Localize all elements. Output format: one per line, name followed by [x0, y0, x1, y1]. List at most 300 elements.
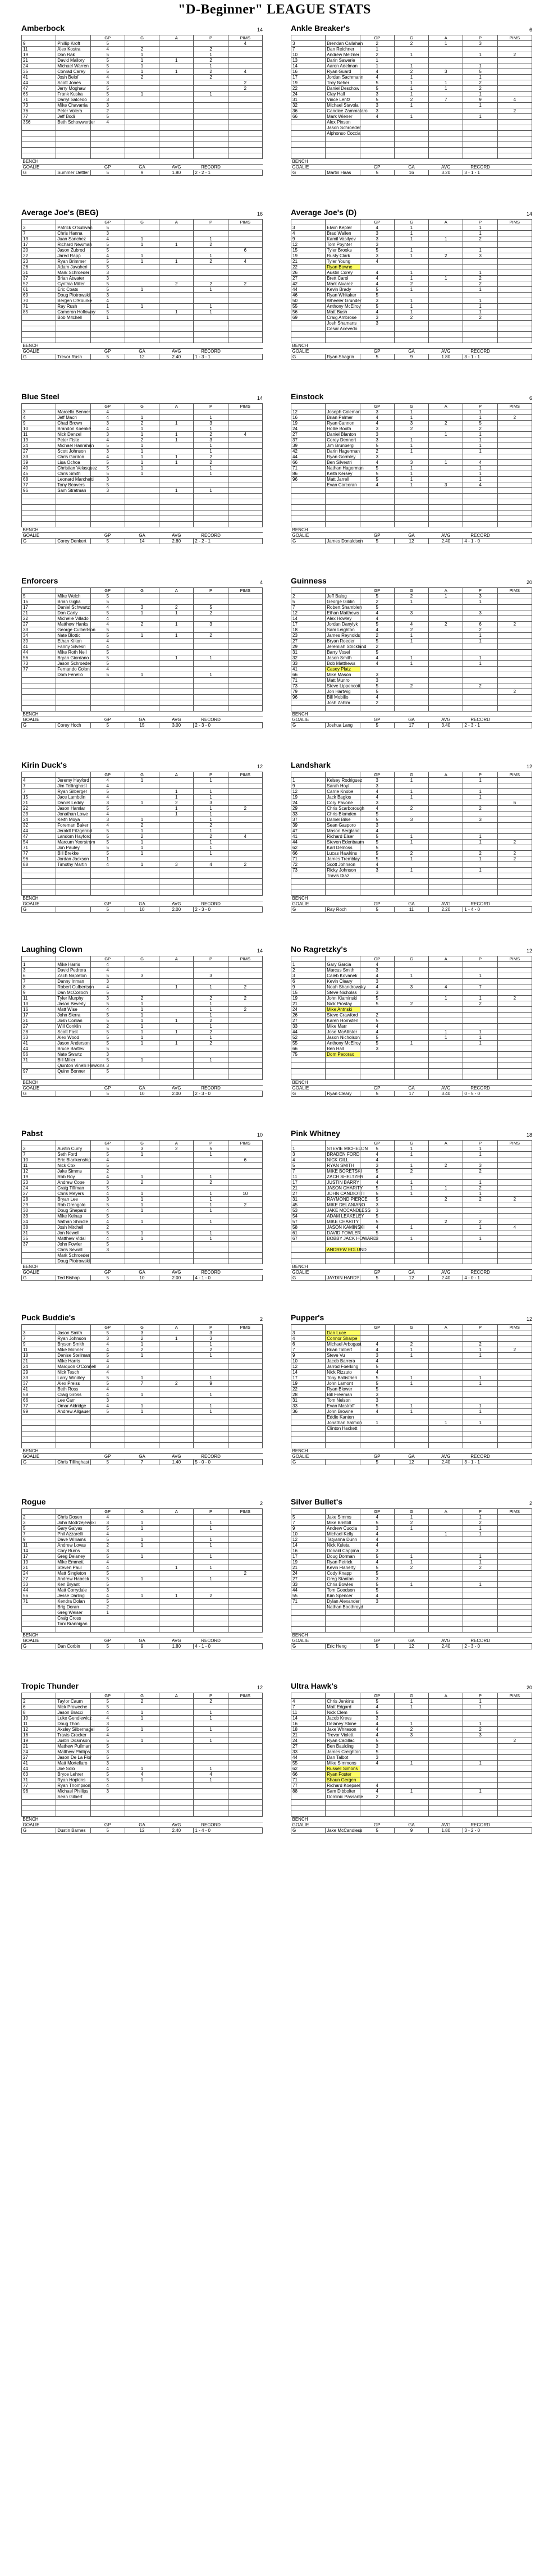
empty-cell [159, 1431, 194, 1437]
player-name: Aksley Silbernagel [56, 1727, 90, 1732]
player-row [22, 1230, 263, 1236]
player-number: 21 [22, 1358, 56, 1364]
stat-pims [228, 667, 262, 672]
stat-gp: 1 [360, 58, 394, 63]
player-row [291, 1415, 532, 1420]
stat-gp: 3 [90, 488, 125, 494]
stat-pims [497, 1342, 532, 1347]
player-number: 67 [291, 1236, 326, 1242]
stat-g [125, 477, 159, 482]
stat-p [194, 1744, 228, 1749]
empty-cell [159, 1080, 194, 1086]
player-row [291, 868, 532, 873]
stat-pims [228, 1347, 262, 1353]
goalie-record: 2 - 3 - 0 [194, 1091, 263, 1097]
stat-pims [228, 1387, 262, 1392]
empty-cell [360, 1253, 394, 1259]
empty-cell [56, 332, 90, 338]
player-row [291, 1074, 532, 1080]
stat-a: 1 [429, 1035, 463, 1041]
empty-cell [429, 1443, 463, 1448]
stat-a [429, 644, 463, 650]
stat-gp [360, 1330, 394, 1336]
team-name: Average Joe's (D) [291, 208, 357, 217]
col-gp: GP [360, 1086, 394, 1091]
stat-gp: 4 [360, 1358, 394, 1364]
empty-cell [394, 1448, 428, 1454]
stat-a [159, 298, 194, 304]
stat-p: 2 [463, 851, 497, 856]
player-name: Rusty Clark [326, 253, 360, 259]
stat-pims [497, 248, 532, 253]
stat-p [463, 700, 497, 706]
stat-gp: 3 [90, 449, 125, 454]
empty-cell [228, 321, 262, 326]
player-row [291, 505, 532, 510]
stat-g: 1 [125, 610, 159, 616]
stat-pims [497, 114, 532, 120]
stat-p: 1 [194, 1526, 228, 1531]
goalie-position: G [291, 1091, 326, 1097]
col-avg: AVG [159, 1822, 194, 1828]
player-row [291, 516, 532, 522]
stats-table [291, 587, 532, 728]
stat-a [159, 97, 194, 103]
stat-pims [228, 52, 262, 58]
player-row [22, 884, 263, 890]
stat-g [125, 1253, 159, 1259]
player-name: Chris Bowles [326, 1582, 360, 1588]
stat-gp: 5 [360, 1018, 394, 1024]
stat-p [463, 293, 497, 298]
player-row [291, 1392, 532, 1398]
stat-gp: 3 [360, 242, 394, 248]
bench-label: BENCH [291, 1448, 360, 1454]
stat-gp: 5 [360, 1041, 394, 1046]
stat-gp: 3 [360, 1716, 394, 1721]
col-g: G [125, 404, 159, 409]
player-row [291, 1046, 532, 1052]
stat-gp: 3 [360, 103, 394, 108]
stat-a [429, 47, 463, 52]
goalie-header-row [22, 533, 263, 539]
stat-g [394, 979, 428, 984]
stat-p: 9 [194, 1381, 228, 1387]
bench-row [22, 1817, 263, 1822]
empty-cell [56, 125, 90, 131]
player-row [291, 58, 532, 63]
player-number: 9 [291, 1353, 326, 1358]
player-name: Marcus Smith [326, 968, 360, 973]
player-row [22, 97, 263, 103]
player-number: 24 [291, 800, 326, 806]
stat-a [429, 823, 463, 828]
goalie-gp: 5 [360, 539, 394, 544]
player-number: 31 [291, 97, 326, 103]
empty-cell [463, 884, 497, 890]
empty-cell [360, 1437, 394, 1443]
player-row [291, 494, 532, 499]
stat-pims [228, 471, 262, 477]
empty-cell [360, 1448, 394, 1454]
stat-a [429, 789, 463, 795]
stat-g [394, 1749, 428, 1755]
stat-a: 2 [429, 1163, 463, 1169]
bench-row [291, 527, 532, 533]
stat-g: 1 [394, 868, 428, 873]
empty-cell [291, 1057, 326, 1063]
empty-cell [90, 159, 125, 165]
stats-header-row [291, 220, 532, 225]
empty-cell [429, 338, 463, 343]
stat-p: 2 [194, 75, 228, 80]
stat-g [394, 108, 428, 114]
player-row [22, 1443, 263, 1448]
stat-a [159, 1225, 194, 1230]
team-panel [21, 21, 263, 202]
empty-cell [326, 1811, 360, 1817]
player-name: Wheeler Grunder [326, 298, 360, 304]
stat-p [194, 968, 228, 973]
col-name [326, 956, 360, 962]
stat-p: 2 [463, 1001, 497, 1007]
player-number: 71 [22, 1057, 56, 1063]
player-number: 41 [291, 667, 326, 672]
empty-cell [90, 868, 125, 873]
player-name: Trevor Violett [326, 1732, 360, 1738]
stat-pims [228, 1046, 262, 1052]
player-number: 39 [22, 460, 56, 466]
stat-g: 1 [394, 270, 428, 276]
stat-gp: 4 [90, 75, 125, 80]
stat-pims [228, 1364, 262, 1370]
stat-gp: 5 [360, 287, 394, 293]
team-panel [21, 206, 263, 386]
stat-gp: 5 [90, 281, 125, 287]
player-name: Bergen O'Rourke [56, 298, 90, 304]
goalie-position: G [22, 1091, 56, 1097]
empty-cell [326, 890, 360, 896]
stat-g: 2 [394, 1001, 428, 1007]
empty-cell [228, 142, 262, 148]
empty-cell [90, 884, 125, 890]
player-number: 77 [22, 667, 56, 672]
stat-pims [497, 1018, 532, 1024]
stat-g: 1 [125, 1520, 159, 1526]
stat-gp: 5 [90, 1526, 125, 1531]
stat-g: 1 [125, 432, 159, 437]
col-name [56, 1325, 90, 1330]
player-name: Ryan Petrick [326, 1560, 360, 1565]
player-row [291, 661, 532, 667]
player-row [22, 1398, 263, 1403]
stat-p [463, 1777, 497, 1783]
player-number: 19 [22, 1738, 56, 1744]
goalie-label: GOALIE [22, 1822, 91, 1828]
player-number [22, 1610, 56, 1616]
player-row [22, 1721, 263, 1727]
stat-pims [228, 1013, 262, 1018]
stat-pims [497, 1191, 532, 1197]
stat-g: 2 [125, 834, 159, 840]
player-number: 61 [291, 1230, 326, 1236]
empty-cell [360, 1057, 394, 1063]
bench-label: BENCH [22, 527, 91, 533]
stat-gp: 5 [90, 1001, 125, 1007]
player-number: 3 [22, 409, 56, 415]
player-number: 12 [291, 1364, 326, 1370]
player-number: 21 [22, 800, 56, 806]
empty-cell [326, 706, 360, 712]
col-name [326, 588, 360, 594]
stat-p: 1 [194, 806, 228, 811]
stat-p: 1 [194, 1537, 228, 1543]
player-number: 9 [291, 783, 326, 789]
stat-gp: 5 [360, 1186, 394, 1191]
stat-pims [497, 1593, 532, 1599]
stat-a [429, 1755, 463, 1761]
goalie-record: 2 - 3 - 1 [463, 723, 532, 728]
stat-p: 1 [463, 778, 497, 783]
player-number: 3 [291, 225, 326, 231]
player-name: Chris Scarborough [326, 806, 360, 811]
player-row [291, 1794, 532, 1800]
player-number: 85 [22, 309, 56, 315]
col-pims: PIMS [497, 1509, 532, 1515]
col-pims: PIMS [497, 1693, 532, 1699]
stat-pims [497, 1727, 532, 1732]
stat-p: 1 [463, 1029, 497, 1035]
player-row [22, 1593, 263, 1599]
player-name: Bill Mobilio [326, 695, 360, 700]
stat-p: 2 [463, 80, 497, 86]
player-row [291, 1621, 532, 1627]
stat-g [125, 41, 159, 47]
empty-cell [326, 136, 360, 142]
empty-cell [125, 159, 159, 165]
stat-a [159, 103, 194, 108]
stats-table [21, 772, 263, 913]
player-row [22, 63, 263, 69]
bench-label: BENCH [22, 1817, 91, 1822]
player-number: 23 [22, 259, 56, 265]
empty-cell [394, 338, 428, 343]
empty-cell [194, 516, 228, 522]
stat-g [125, 276, 159, 281]
player-row [22, 789, 263, 795]
stat-g: 1 [125, 1710, 159, 1716]
stat-gp: 4 [360, 795, 394, 800]
stat-g [394, 265, 428, 270]
empty-cell [56, 1431, 90, 1437]
player-number: 9 [291, 1526, 326, 1531]
stat-pims [497, 86, 532, 92]
player-number: 32 [291, 655, 326, 661]
stat-g [125, 1761, 159, 1766]
empty-cell [360, 1069, 394, 1074]
stat-p [463, 968, 497, 973]
player-row [22, 1704, 263, 1710]
stat-g: 1 [394, 1041, 428, 1046]
bench-label: BENCH [291, 1633, 360, 1638]
empty-cell [360, 527, 394, 533]
player-row [22, 1046, 263, 1052]
player-name: Donald Cappina [326, 1548, 360, 1554]
empty-cell [125, 1426, 159, 1431]
empty-cell [326, 516, 360, 522]
stat-pims [497, 990, 532, 996]
stat-p: 1 [194, 1738, 228, 1744]
stat-pims [228, 633, 262, 639]
stat-gp: 5 [90, 661, 125, 667]
player-name: RAYMOND PIERCE [326, 1197, 360, 1202]
stat-gp: 3 [360, 315, 394, 321]
stat-a [429, 979, 463, 984]
stat-g: 1 [125, 253, 159, 259]
stat-a [429, 1761, 463, 1766]
col-avg: AVG [429, 1822, 463, 1828]
empty-cell [90, 527, 125, 533]
player-name: Bill Freeman [326, 1392, 360, 1398]
empty-cell [326, 505, 360, 510]
stat-p: 1 [194, 1208, 228, 1214]
stat-pims [228, 1777, 262, 1783]
player-number: 33 [291, 811, 326, 817]
empty-cell [463, 1616, 497, 1621]
empty-cell [429, 1259, 463, 1264]
empty-cell [125, 136, 159, 142]
stat-gp: 5 [360, 443, 394, 449]
player-name: Joe Solo [56, 1766, 90, 1772]
player-name: Brian Tolbert [326, 1347, 360, 1353]
team-panel [291, 390, 532, 571]
col-gp: GP [90, 1270, 125, 1275]
empty-cell [194, 1448, 228, 1454]
stat-g: 1 [125, 1236, 159, 1242]
col-a: A [429, 35, 463, 41]
player-number: 33 [291, 1582, 326, 1588]
stat-gp: 4 [360, 789, 394, 795]
player-name: Tom Nelson [326, 1398, 360, 1403]
stat-pims [497, 287, 532, 293]
stat-g [394, 1024, 428, 1029]
player-number: 41 [22, 1761, 56, 1766]
empty-cell [90, 1426, 125, 1431]
stat-pims [228, 1035, 262, 1041]
col-avg: AVG [429, 349, 463, 354]
col-gp: GP [360, 533, 394, 539]
empty-cell [291, 884, 326, 890]
team-panel [21, 758, 263, 939]
player-name: Matt Singleton [56, 1571, 90, 1576]
goalie-position: G [22, 354, 56, 360]
goalie-record: 3 - 1 - 1 [463, 354, 532, 360]
stat-gp: 4 [90, 1174, 125, 1180]
empty-cell [22, 142, 56, 148]
player-name: Brian Palmer [326, 415, 360, 421]
stat-g [125, 1069, 159, 1074]
empty-cell [22, 678, 56, 683]
stat-pims [228, 409, 262, 415]
stat-gp: 5 [90, 1704, 125, 1710]
stat-gp: 4 [90, 415, 125, 421]
stat-a [429, 1146, 463, 1152]
stat-gp: 4 [90, 437, 125, 443]
stat-a [159, 828, 194, 834]
stat-p: 1 [463, 1582, 497, 1588]
col-gp: GP [360, 220, 394, 225]
empty-cell [228, 695, 262, 700]
col-a: A [159, 220, 194, 225]
stat-gp: 5 [90, 1353, 125, 1358]
stat-p: 1 [194, 253, 228, 259]
player-name: Alex Pinson [326, 120, 360, 125]
stat-a [429, 1738, 463, 1744]
empty-cell [291, 1443, 326, 1448]
player-row [291, 1704, 532, 1710]
team-number: 12 [526, 948, 532, 954]
stat-a: 1 [159, 242, 194, 248]
empty-cell [497, 332, 532, 338]
stat-g: 1 [394, 1403, 428, 1409]
player-row [291, 281, 532, 287]
col-ga: GA [125, 533, 159, 539]
player-name: Kevin Flaherty [326, 1565, 360, 1571]
player-row [22, 1174, 263, 1180]
stat-p: 1 [194, 309, 228, 315]
col-g: G [394, 35, 428, 41]
empty-cell [394, 499, 428, 505]
stat-gp: 4 [360, 1537, 394, 1543]
empty-cell [497, 1264, 532, 1270]
player-number: 10 [291, 52, 326, 58]
player-row [291, 1426, 532, 1431]
stat-pims [228, 1169, 262, 1174]
player-number: 9 [22, 421, 56, 426]
stat-g [125, 1789, 159, 1794]
col-gp: GP [360, 717, 394, 723]
col-g: G [125, 588, 159, 594]
player-row [291, 633, 532, 639]
stat-p: 2 [463, 1727, 497, 1732]
stat-a [159, 840, 194, 845]
empty-cell [326, 1253, 360, 1259]
stat-p: 1 [463, 1420, 497, 1426]
player-row [291, 1783, 532, 1789]
empty-cell [125, 1415, 159, 1420]
stat-pims: 2 [228, 1007, 262, 1013]
stat-p [194, 315, 228, 321]
goalie-avg: 2.00 [159, 1275, 194, 1281]
goalie-header-row [22, 1270, 263, 1275]
stat-p [194, 225, 228, 231]
goalie-gp: 5 [90, 1644, 125, 1649]
stat-p: 1 [463, 655, 497, 661]
player-row [291, 315, 532, 321]
stat-a [159, 1364, 194, 1370]
goalie-gp: 5 [90, 723, 125, 728]
empty-cell [429, 1069, 463, 1074]
stat-a [159, 1157, 194, 1163]
stat-a [159, 1616, 194, 1621]
stat-pims [228, 287, 262, 293]
col-record: RECORD [463, 165, 497, 170]
stat-a [159, 449, 194, 454]
col-record: RECORD [194, 1638, 228, 1644]
empty-cell [429, 1610, 463, 1616]
player-name: Greg Weiser [56, 1610, 90, 1616]
stat-g [125, 661, 159, 667]
